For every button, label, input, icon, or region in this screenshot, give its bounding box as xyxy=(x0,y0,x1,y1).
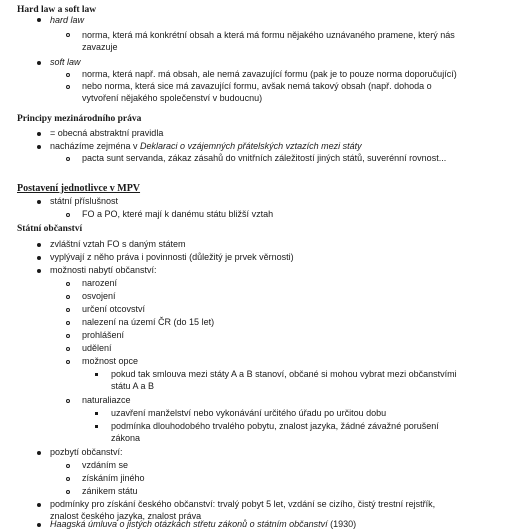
lose-item: získáním jiného xyxy=(82,473,145,483)
bullet xyxy=(37,61,41,65)
principles-item-2 xyxy=(50,141,362,152)
mpv-item-1-sub: FO a PO, které mají k danému státu bližší vztah xyxy=(82,209,274,219)
citizenship-item-5: podmínky pro získání českého občanství: trvalý pobyt 5 let, vzdání se cizího, čistý trestní rejstřík, xyxy=(50,499,436,509)
acquire-item: nalezení na území ČR (do 15 let) xyxy=(82,317,215,327)
bullet-circle xyxy=(66,295,70,299)
principles-item-1: = obecná abstraktní pravidla xyxy=(50,128,164,138)
heading-citizenship: Státní občanství xyxy=(17,224,83,234)
bullet-square xyxy=(95,412,98,415)
acquire-item: prohlášení xyxy=(82,330,125,340)
bullet xyxy=(37,451,41,455)
bullet xyxy=(37,503,41,507)
bullet-circle xyxy=(66,33,70,37)
bullet xyxy=(37,269,41,273)
bullet-circle xyxy=(66,334,70,338)
bullet-square xyxy=(95,373,98,376)
bullet-circle xyxy=(66,157,70,161)
bullet-circle xyxy=(66,490,70,494)
hard-law-definition: norma, která má konkrétní obsah a která má formu nějakého uznávaného pramene, který nás xyxy=(82,30,455,40)
bullet-circle xyxy=(66,308,70,312)
bullet-circle xyxy=(66,73,70,77)
citizenship-item-3: možnosti nabytí občanství: xyxy=(50,265,157,275)
heading-principles: Principy mezinárodního práva xyxy=(17,114,142,124)
bullet-circle xyxy=(66,477,70,481)
heading-hard-soft-law: Hard law a soft law xyxy=(17,5,97,15)
bullet-circle xyxy=(66,85,70,89)
hard-law-definition-cont: zavazuje xyxy=(82,42,118,52)
hague-convention-year: (1930) xyxy=(327,519,357,529)
lose-item: zánikem státu xyxy=(82,486,138,496)
soft-law-definition-a: norma, která např. má obsah, ale nemá zavazující formu (pak je to pouze norma doporučující) xyxy=(82,69,457,79)
bullet xyxy=(37,18,41,22)
acquire-item: udělení xyxy=(82,343,112,353)
bullet-circle xyxy=(66,213,70,217)
naturalization-sub-2-cont: zákona xyxy=(111,433,141,443)
naturalization-sub-1: uzavření manželství nebo vykonávání určitého úřadu po určitou dobu xyxy=(111,408,387,418)
bullet-circle xyxy=(66,399,70,403)
bullet xyxy=(37,243,41,247)
bullet xyxy=(37,256,41,260)
citizenship-item-6 xyxy=(50,519,356,530)
hague-convention-title: Haagská úmluva o jistých otázkách střetu zákonů o státním občanství xyxy=(50,519,328,529)
list-item-soft-law: soft law xyxy=(50,57,81,67)
bullet-circle xyxy=(66,282,70,286)
bullet xyxy=(37,523,41,527)
principles-sub: pacta sunt servanda, zákaz zásahů do vnitřních záležitostí jiných států, suverénní rovnost... xyxy=(82,153,447,163)
option-sub: pokud tak smlouva mezi státy A a B stanoví, občané si mohou vybrat mezi občanstvími xyxy=(111,369,457,379)
bullet-circle xyxy=(66,347,70,351)
bullet-circle xyxy=(66,360,70,364)
bullet-square xyxy=(95,425,98,428)
mpv-item-1: státní příslušnost xyxy=(50,196,119,206)
soft-law-definition-b-cont: vytvoření nějakého společenství v budoucnu) xyxy=(82,93,263,103)
citizenship-item-4: pozbytí občanství: xyxy=(50,447,123,457)
bullet xyxy=(37,132,41,136)
citizenship-item-5-cont: znalost českého jazyka, znalost práva xyxy=(50,511,202,521)
acquire-item: osvojení xyxy=(82,291,116,301)
lose-item: vzdáním se xyxy=(82,460,129,470)
citizenship-item-2: vyplývají z něho práva i povinnosti (důležitý je prvek věrnosti) xyxy=(50,252,294,262)
citizenship-item-1: zvláštní vztah FO s daným státem xyxy=(50,239,186,249)
bullet-circle xyxy=(66,464,70,468)
acquire-item: narození xyxy=(82,278,118,288)
principles-item-2-prefix: nacházíme zejména v xyxy=(50,141,141,151)
soft-law-definition-b: nebo norma, která sice má zavazující formu, avšak nemá takový obsah (např. dohoda o xyxy=(82,81,432,91)
option-sub-cont: státu A a B xyxy=(111,381,155,391)
declaration-title: Deklaraci o vzájemných přátelských vztazích mezi státy xyxy=(140,141,362,151)
bullet xyxy=(37,145,41,149)
bullet-circle xyxy=(66,321,70,325)
acquire-item: určení otcovství xyxy=(82,304,146,314)
bullet xyxy=(37,200,41,204)
heading-individual-status: Postavení jednotlivce v MPV xyxy=(17,183,141,194)
list-item-hard-law: hard law xyxy=(50,15,85,25)
acquire-item: možnost opce xyxy=(82,356,139,366)
naturalization-sub-2: podmínka dlouhodobého trvalého pobytu, znalost jazyka, žádné závažné porušení xyxy=(111,421,439,431)
naturalization: naturaliazce xyxy=(82,395,131,405)
